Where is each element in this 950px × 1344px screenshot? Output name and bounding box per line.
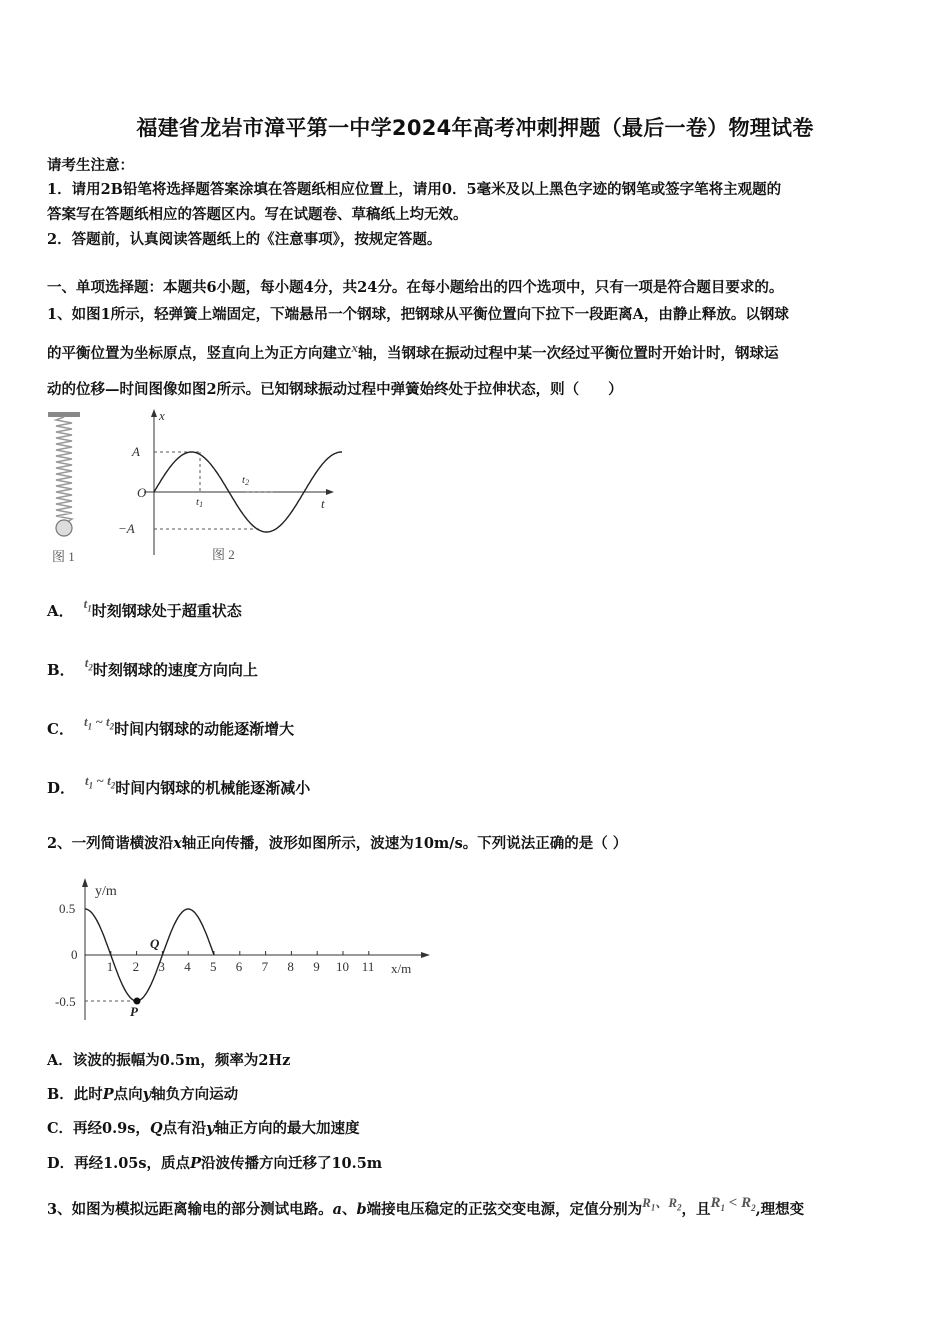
q2-x-label: x/m — [391, 961, 412, 976]
option-d-letter: D． — [47, 779, 76, 797]
q1-stem-line-1: 1、如图1所示，轻弹簧上端固定，下端悬吊一个钢球，把钢球从平衡位置向下拉下一段距离A，由静止释放。以钢球 — [47, 306, 789, 323]
q2-ytick-neg0.5: -0.5 — [55, 994, 76, 1009]
q1-stem-text-b: 轴，当钢球在振动过程中某一次经过平衡位置时开始计时，钢球运 — [358, 345, 779, 362]
q2-xtick-label-9: 9 — [313, 959, 320, 974]
q2-option-d[interactable]: D．再经1.05s，质点P沿波传播方向迁移了10.5m — [47, 1155, 383, 1172]
fig2-y-label: x — [159, 408, 165, 423]
q2-wave-figure — [50, 875, 440, 1030]
section-heading: 一、单项选择题：本题共6小题，每小题4分，共24分。在每小题给出的四个选项中，只有一项是符合题目要求的。 — [47, 279, 784, 296]
q2-x-arrow — [421, 952, 430, 958]
option-c-var: $t_1$ ~ $t_2$ — [83, 714, 115, 732]
q3-r1-r2: $R_1$、$R_2$ — [642, 1195, 682, 1213]
q2-xtick-label-3: 3 — [158, 959, 165, 974]
q2-ytick-0: 0 — [71, 947, 78, 962]
steel-ball — [56, 520, 72, 536]
q2-xtick-label-1: 1 — [106, 959, 114, 974]
q2-point-q-label: Q — [150, 936, 160, 951]
q2-xtick-label-7: 7 — [261, 959, 269, 974]
option-a-text: 时刻钢球处于超重状态 — [91, 602, 242, 620]
q2-xtick-label-4: 4 — [184, 959, 191, 974]
q2-stem: 2、一列简谐横波沿x轴正向传播，波形如图所示，波速为10m/s。下列说法正确的是（ ） — [47, 835, 628, 852]
q3-stem: 3、如图为模拟远距离输电的部分测试电路。a、b端接电压稳定的正弦交变电源，定值分别为$R_1$、$R_2$，且$R_1 < R_2$,理想变 — [47, 1195, 805, 1218]
q1-option-d[interactable] — [47, 773, 311, 799]
q1-figure-2 — [112, 405, 342, 570]
fig2-caption: 图 2 — [212, 547, 235, 562]
option-d-text: 时间内钢球的机械能逐渐减小 — [115, 779, 311, 797]
q2-xtick-label-11: 11 — [361, 959, 375, 974]
q2-ytick-0.5: 0.5 — [59, 901, 76, 916]
spring-coil — [56, 417, 72, 524]
option-d-var: $t_1$ ~ $t_2$ — [85, 773, 116, 791]
fig2-amp-neg: −A — [118, 521, 135, 536]
q2-option-c[interactable]: C．再经0.9s，Q点有沿y轴正方向的最大加速度 — [47, 1120, 360, 1137]
q1-option-c[interactable] — [47, 714, 295, 740]
fig1-caption: 图 1 — [52, 549, 75, 564]
notice-line-1a: 1．请用2B铅笔将选择题答案涂填在答题纸相应位置上，请用0．5毫米及以上黑色字迹的钢笔或签字笔将主观题的 — [47, 181, 782, 198]
q2-xtick-label-10: 10 — [336, 959, 349, 974]
notice-line-2: 2．答题前，认真阅读答题纸上的《注意事项》，按规定答题。 — [47, 231, 442, 248]
q1-figure-1 — [40, 410, 100, 570]
fig2-x-label: t — [321, 496, 325, 511]
option-b-var: $t_2$ — [84, 655, 93, 673]
page-title: 福建省龙岩市漳平第一中学2024年高考冲刺押题（最后一卷）物理试卷 — [136, 116, 814, 140]
q2-xtick-label-6: 6 — [235, 959, 243, 974]
fig2-t1-label: t1 — [196, 496, 204, 509]
q1-stem-line-3: 动的位移—时间图像如图2所示。已知钢球振动过程中弹簧始终处于拉伸状态，则（ ） — [47, 381, 623, 398]
notice-heading: 请考生注意： — [47, 157, 134, 174]
q2-y-arrow — [82, 878, 88, 887]
q2-option-a[interactable]: A．该波的振幅为0.5m，频率为2Hz — [47, 1052, 291, 1069]
q2-xtick-label-5: 5 — [210, 959, 217, 974]
q1-option-a[interactable] — [47, 596, 242, 622]
q1-stem-line-2 — [47, 342, 779, 363]
q2-option-b[interactable]: B．此时P点向y轴负方向运动 — [47, 1086, 239, 1103]
q2-y-label: y/m — [95, 884, 117, 899]
q1-option-b[interactable] — [47, 655, 258, 681]
notice-line-1b: 答案写在答题纸相应的答题区内。写在试题卷、草稿纸上均无效。 — [47, 206, 468, 223]
fig2-y-arrow — [151, 409, 157, 417]
option-a-letter: A． — [47, 602, 74, 620]
option-b-text: 时刻钢球的速度方向向上 — [92, 661, 258, 679]
fig2-origin: O — [137, 485, 147, 500]
option-c-letter: C． — [47, 720, 74, 738]
q1-stem-text-a: 的平衡位置为坐标原点，竖直向上为正方向建立 — [47, 345, 352, 362]
q2-xtick-label-8: 8 — [287, 959, 294, 974]
spring-ceiling — [48, 412, 80, 417]
fig2-x-arrow — [326, 489, 334, 495]
q1-var-x: x — [351, 340, 358, 355]
fig2-t2-label: t2 — [242, 474, 250, 487]
q2-xtick-label-2: 2 — [132, 959, 140, 974]
option-b-letter: B． — [47, 661, 75, 679]
q2-x-ticks — [107, 951, 375, 974]
option-a-var: $t_1$ — [83, 596, 92, 614]
q2-point-p-label: P — [130, 1004, 138, 1019]
fig2-amp-pos: A — [132, 444, 140, 459]
option-c-text: 时间内钢球的动能逐渐增大 — [114, 720, 295, 738]
q3-r-inequality: $R_1 < R_2$ — [710, 1195, 756, 1213]
